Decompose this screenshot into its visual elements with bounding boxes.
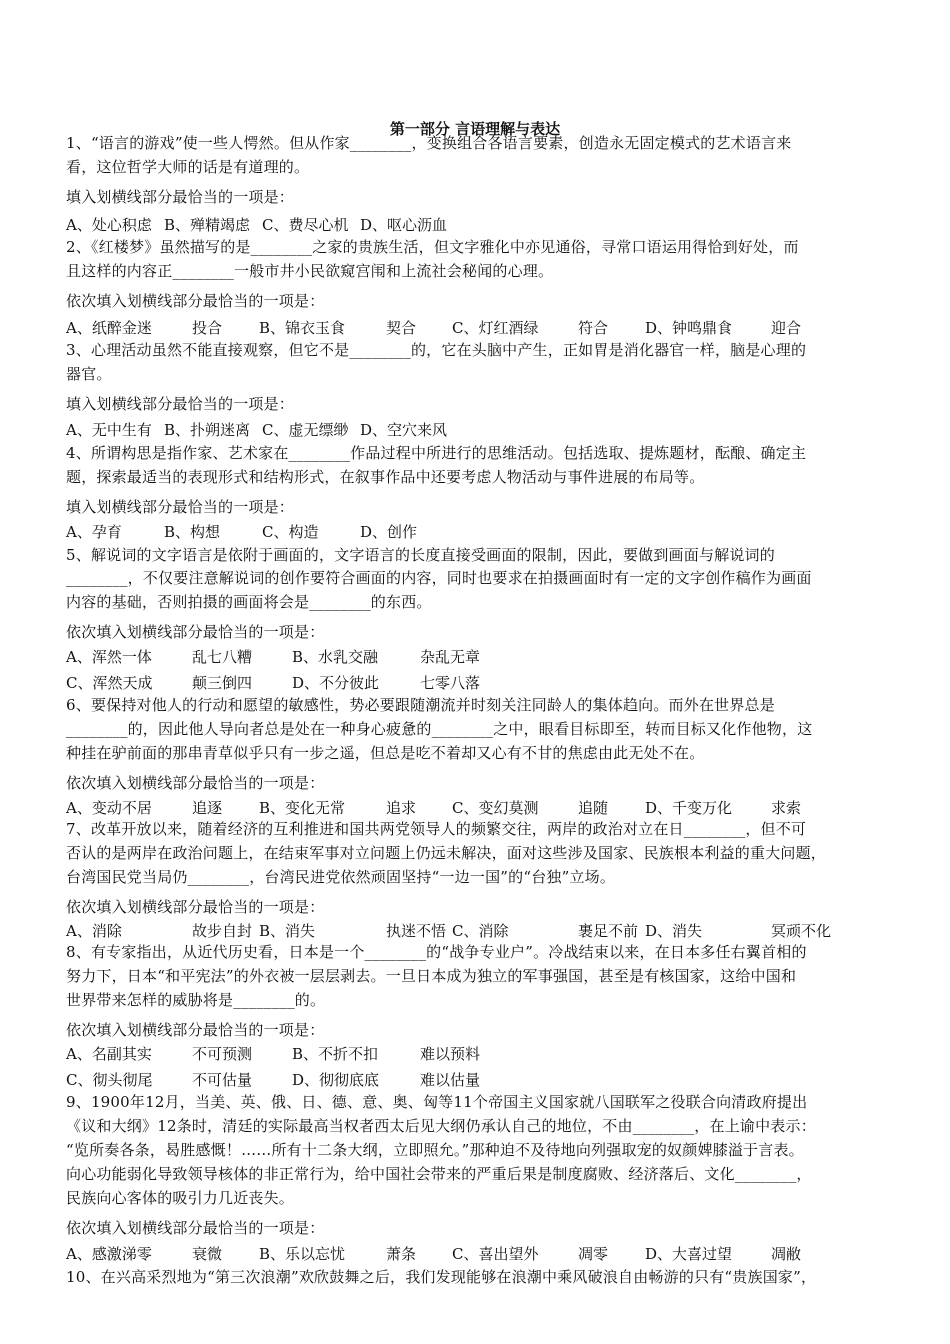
answer-option: A、感激涕零 <box>66 1245 152 1263</box>
question-prompt: 依次填入划横线部分最恰当的一项是： <box>66 1021 325 1039</box>
answer-option: A、变动不居 <box>66 799 152 817</box>
question-text-line: 2、《红楼梦》虽然描写的是________之家的贵族生活，但文字雅化中亦见通俗，寻常口语运用得恰到好处，而 <box>66 238 799 256</box>
answer-option: 不可预测 <box>192 1045 253 1063</box>
answer-option: 七零八落 <box>420 674 481 692</box>
answer-option: A、处心积虑 <box>66 216 152 234</box>
question-prompt: 依次填入划横线部分最恰当的一项是： <box>66 774 325 792</box>
question-text-line: 3、心理活动虽然不能直接观察，但它不是________的，它在头脑中产生，正如胃是消化器官一样，脑是心理的 <box>66 341 807 359</box>
question-text-line: 1、“语言的游戏”使一些人愕然。但从作家________，变换组合各语言要素，创造永无固定模式的艺术语言来 <box>66 134 792 152</box>
answer-option: C、消除 <box>452 922 509 940</box>
question-prompt: 依次填入划横线部分最恰当的一项是： <box>66 1219 325 1237</box>
answer-option: C、喜出望外 <box>452 1245 539 1263</box>
question-prompt: 填入划横线部分最恰当的一项是： <box>66 188 295 206</box>
answer-option: 故步自封 <box>192 922 253 940</box>
question-text-line: 9、1900年12月，当美、英、俄、日、德、意、奥、匈等11个帝国主义国家就八国联军之役联合向清政府提出 <box>66 1093 808 1111</box>
answer-option: 颠三倒四 <box>192 674 253 692</box>
answer-option: D、千变万化 <box>645 799 733 817</box>
question-text-line: 台湾国民党当局仍________，台湾民进党依然顽固坚持“一边一国”的“台独”立场。 <box>66 868 616 886</box>
question-prompt: 填入划横线部分最恰当的一项是： <box>66 498 295 516</box>
answer-option: D、大喜过望 <box>645 1245 733 1263</box>
answer-option: 冥顽不化 <box>771 922 832 940</box>
answer-option: C、变幻莫测 <box>452 799 539 817</box>
question-text-line: 内容的基础，否则拍摄的画面将会是________的东西。 <box>66 593 432 611</box>
question-text-line: 《议和大纲》12条时，清廷的实际最高当权者西太后见大纲仍承认自己的地位，不由________，在上谕中表示： <box>66 1117 816 1135</box>
answer-option: D、呕心沥血 <box>360 216 448 234</box>
answer-option: B、水乳交融 <box>292 648 379 666</box>
answer-option: 投合 <box>192 319 223 337</box>
question-text-line: 世界带来怎样的威胁将是________的。 <box>66 991 326 1009</box>
answer-option: 迎合 <box>771 319 802 337</box>
question-text-line: 4、所谓构思是指作家、艺术家在________作品过程中所进行的思维活动。包括选取、提炼题材，酝酿、确定主 <box>66 444 807 462</box>
answer-option: 凋零 <box>578 1245 609 1263</box>
question-text-line: 努力下，日本“和平宪法”的外衣被一层层剥去。一旦日本成为独立的军事强国，甚至是有核国家，这给中国和 <box>66 967 797 985</box>
answer-option: A、孕育 <box>66 523 122 541</box>
answer-option: A、消除 <box>66 922 122 940</box>
answer-option: 不可估量 <box>192 1071 253 1089</box>
question-text-line: 且这样的内容正________一般市井小民欲窥宫闱和上流社会秘闻的心理。 <box>66 262 554 280</box>
answer-option: B、扑朔迷离 <box>164 421 251 439</box>
answer-option: C、虚无缥缈 <box>262 421 349 439</box>
answer-option: A、名副其实 <box>66 1045 152 1063</box>
answer-option: C、浑然天成 <box>66 674 153 692</box>
answer-option: 难以估量 <box>420 1071 481 1089</box>
answer-option: 追求 <box>386 799 417 817</box>
answer-option: D、创作 <box>360 523 418 541</box>
answer-option: D、钟鸣鼎食 <box>645 319 733 337</box>
answer-option: 追逐 <box>192 799 223 817</box>
question-text-line: 7、改革开放以来，随着经济的互利推进和国共两党领导人的频繁交往，两岸的政治对立在日________，但不可 <box>66 820 807 838</box>
question-text-line: “览所奏各条，曷胜感慨！……所有十二条大纲，立即照允。”那种迫不及待地向列强取宠的奴颜婢膝溢于言表。 <box>66 1141 804 1159</box>
answer-option: A、浑然一体 <box>66 648 152 666</box>
answer-option: 裹足不前 <box>578 922 639 940</box>
question-text-line: 民族向心客体的吸引力几近丧失。 <box>66 1189 295 1207</box>
question-prompt: 填入划横线部分最恰当的一项是： <box>66 395 295 413</box>
answer-option: D、空穴来风 <box>360 421 448 439</box>
answer-option: D、消失 <box>645 922 703 940</box>
answer-option: A、纸醉金迷 <box>66 319 152 337</box>
question-text-line: 5、解说词的文字语言是依附于画面的，文字语言的长度直接受画面的限制，因此，要做到画面与解说词的 <box>66 546 775 564</box>
answer-option: C、彻头彻尾 <box>66 1071 153 1089</box>
section-title: 第一部分 言语理解与表达 <box>389 120 561 138</box>
question-text-line: 题，探索最适当的表现形式和结构形式，在叙事作品中还要考虑人物活动与事件进展的布局等。 <box>66 468 705 486</box>
answer-option: C、构造 <box>262 523 319 541</box>
question-text-line: 种挂在驴前面的那串青草似乎只有一步之遥，但总是吃不着却又心有不甘的焦虑由此无处不在。 <box>66 744 705 762</box>
question-prompt: 依次填入划横线部分最恰当的一项是： <box>66 292 325 310</box>
answer-option: 凋敝 <box>771 1245 802 1263</box>
answer-option: C、灯红酒绿 <box>452 319 539 337</box>
question-text-line: 器官。 <box>66 365 112 383</box>
question-text-line: 否认的是两岸在政治问题上，在结束军事对立问题上仍远未解决，面对这些涉及国家、民族根本利益的重大问题， <box>66 844 827 862</box>
answer-option: D、彻彻底底 <box>292 1071 380 1089</box>
answer-option: B、不折不扣 <box>292 1045 379 1063</box>
answer-option: B、消失 <box>259 922 316 940</box>
answer-option: 衰微 <box>192 1245 223 1263</box>
question-text-line: 6、要保持对他人的行动和愿望的敏感性，势必要跟随潮流并时刻关注同龄人的集体趋向。而外在世界总是 <box>66 696 775 714</box>
answer-option: D、不分彼此 <box>292 674 380 692</box>
answer-option: 杂乱无章 <box>420 648 481 666</box>
question-text-line: 10、在兴高采烈地为“第三次浪潮”欢欣鼓舞之后，我们发现能够在浪潮中乘风破浪自由畅游的只有“贵族国家”， <box>66 1268 817 1286</box>
answer-option: A、无中生有 <box>66 421 152 439</box>
answer-option: B、锦衣玉食 <box>259 319 346 337</box>
answer-option: B、殚精竭虑 <box>164 216 251 234</box>
answer-option: 追随 <box>578 799 609 817</box>
answer-option: 符合 <box>578 319 609 337</box>
question-text-line: 8、有专家指出，从近代历史看，日本是一个________的“战争专业户”。冷战结束以来，在日本多任右翼首相的 <box>66 943 807 961</box>
answer-option: 求索 <box>771 799 802 817</box>
answer-option: 难以预料 <box>420 1045 481 1063</box>
answer-option: B、构想 <box>164 523 221 541</box>
question-text-line: ________的，因此他人导向者总是处在一种身心疲惫的________之中，眼看目标即至，转而目标又化作他物，这 <box>66 720 813 738</box>
answer-option: 萧条 <box>386 1245 417 1263</box>
answer-option: B、变化无常 <box>259 799 346 817</box>
answer-option: 乱七八糟 <box>192 648 253 666</box>
answer-option: C、费尽心机 <box>262 216 349 234</box>
question-text-line: 看，这位哲学大师的话是有道理的。 <box>66 158 310 176</box>
answer-option: 执迷不悟 <box>386 922 447 940</box>
answer-option: B、乐以忘忧 <box>259 1245 346 1263</box>
question-prompt: 依次填入划横线部分最恰当的一项是： <box>66 623 325 641</box>
question-prompt: 依次填入划横线部分最恰当的一项是： <box>66 898 325 916</box>
question-text-line: 向心功能弱化导致领导核体的非正常行为，给中国社会带来的严重后果是制度腐败、经济落后、文化________， <box>66 1165 812 1183</box>
answer-option: 契合 <box>386 319 417 337</box>
question-text-line: ________，不仅要注意解说词的创作要符合画面的内容，同时也要求在拍摄画面时有一定的文字创作稿作为画面 <box>66 569 812 587</box>
